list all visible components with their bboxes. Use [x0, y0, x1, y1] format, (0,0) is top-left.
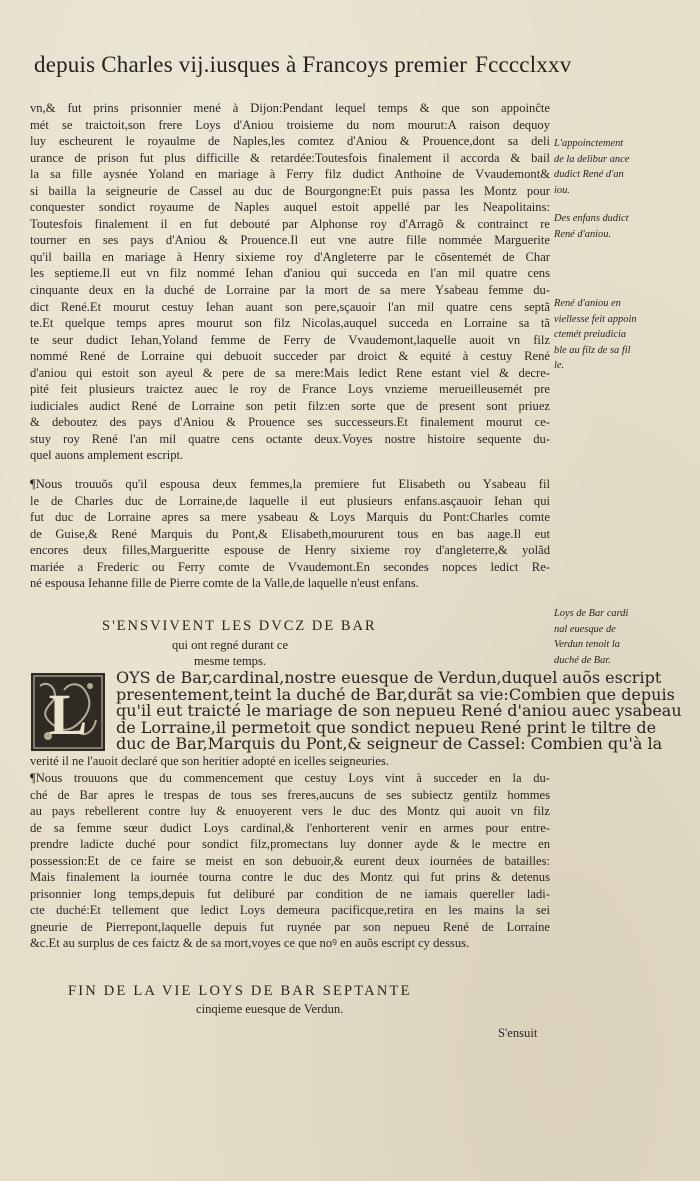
sidenote-children [554, 211, 694, 242]
sidenote-line: Loys de Bar cardi [554, 608, 629, 619]
sidenote-line: de la delibur ance [554, 153, 630, 165]
finis-title: FIN DE LA VIE LOYS DE BAR SEPTANTE [68, 983, 412, 999]
text-line: né espousa Iehanne fille de Pierre comte de la Valle,de laquelle n'eust enfans. [30, 576, 419, 591]
text-line: tourner en ses pays d'Aniou & Prouence.Il eut vne autre fille nommée Marguerite [30, 233, 550, 248]
text-line: conquester sondict royaume de Naples auquel estoit appellé par les Neapolitains: [30, 200, 550, 215]
text-line: OYS de Bar,cardinal,nostre euesque de Verdun,duquel auõs escript [116, 668, 662, 687]
text-line: & deboutez des pays d'Aniou & Prouence ses successeurs.Et finalement mourut ce- [30, 415, 550, 430]
paragraph-loys-de-bar-cont [30, 753, 550, 770]
text-line: pité feit plusieurs traictez auec le roy de France Loys vnzieme merueilleusemét pre [30, 382, 550, 397]
text-line: mét se traictoit,son frere Loys d'Aniou troisieme du nom mourut:A raison dequoy [30, 117, 550, 132]
text-line: te.Et quelque temps apres mourut son filz Nicolas,auquel succeda en Lorraine sa tã [30, 316, 550, 331]
text-line: au pays rebellerent contre luy & enuoyerent vers le duc des Montz qui auoit vn filz [30, 804, 550, 819]
text-line: duc de Bar,Marquis du Pont,& seigneur de Cassel: Combien qu'à la [116, 734, 663, 754]
text-line: les septieme.Il eut vn filz nommé Iehan d'aniou qui succeda en l'an mil quatre cens [30, 266, 550, 281]
text-line: la sa fille aysnée Yoland en mariage à Ferry filz dudict Anthoine de Vvaudemont& [30, 167, 550, 182]
sidenote-appointment [554, 136, 694, 198]
sidenote-line: le. [554, 360, 565, 371]
sidenote-line: dudict René d'an [554, 169, 624, 180]
text-line: gneurie de Pierrepont,laquelle depuis fut ruynée par son nepueu René de Lorraine [30, 919, 550, 934]
decorated-initial [30, 672, 106, 752]
sidenote-line: viellesse feit appoin [554, 313, 637, 325]
text-line: le de Charles duc de Lorraine,de laquelle il eut plusieurs enfans.asçauoir Iehan qui [30, 493, 550, 508]
text-line: Toutesfois finalement il en fut debouté par Alphonse roy d'Arragõ & contrainct re [30, 216, 550, 231]
text-line: prisonnier long temps,depuis fut deliburé par condition de ne iamais quereller ladi- [30, 886, 550, 901]
text-line: dict René.Et mourut cestuy Iehan auant son pere,sçauoir l'an mil quatre cens septã [30, 299, 550, 314]
text-line: Mais finalement la iournée tourna contre le duc des Montz qui fut prins & detenus [30, 870, 550, 885]
sidenote-prejudice [554, 296, 694, 374]
paragraph-rene-danjou [30, 100, 550, 464]
sidenote-line: Verdun tenoit la [554, 639, 620, 650]
sidenote-line: ble au filz de sa fil [554, 344, 631, 356]
paragraph-marriages [30, 476, 550, 592]
text-line: ¶Nous trouuons que du commencement que cestuy Loys vint à succeder en la du- [30, 771, 550, 785]
text-line: nommé René de Lorraine qui debuoit succeder par droict & equité à cestuy René [30, 349, 550, 364]
text-line: te seur dudict Iehan,Yoland femme de Ferry de Vvaudemont,laquelle auoit vn filz [30, 332, 550, 347]
text-line: cte duché:Et tellement que ledict Loys demeura pacificque,retira en les mains la sei [30, 903, 550, 918]
text-line: ¶Nous trouuõs qu'il espousa deux femmes,la premiere fut Elisabeth ou Ysabeau fil [30, 477, 550, 491]
text-line: prendre ladicte duché pour sondict filz,promectans luy donner ayde & le mectre en [30, 837, 550, 852]
section-subheading-line-1: qui ont regné durant ce [171, 638, 289, 652]
section-heading: S'ENSVIVENT LES DVCZ DE BAR [102, 618, 377, 634]
catchword: S'ensuit [498, 1026, 538, 1040]
text-line: si bailla la seigneurie de Cassel au duc de Bourgongne:Et puis passa les Montz pour [30, 183, 550, 198]
finis-subtitle: cinqieme euesque de Verdun. [196, 1002, 344, 1016]
text-line: cinquante deux en la duché de Lorraine par la mort de sa mere Ysabeau femme du- [30, 283, 550, 298]
running-title: depuis Charles vij.iusques à Francoys premier [34, 52, 468, 77]
text-line: qu'il eut traicté le mariage de son nepueu René d'aniou auec ysabeau [116, 701, 682, 721]
folio-number: Fcccclxxv [475, 52, 572, 77]
sidenote-line: nal euesque de [554, 623, 616, 635]
paragraph-duc-des-montz [30, 770, 550, 952]
text-line: urance de prison fut plus difficille & retardée:Toutesfois finalement il accorda & bail [30, 150, 550, 165]
text-line: de Lorraine,il permetoit que sondict nepueu René print le tiltre de [116, 717, 657, 737]
text-line: iudiciales audict René de Lorraine son petit filz:en sorte que de present sont priuez [30, 398, 550, 413]
sidenote-line: L'appoinctement [554, 138, 624, 149]
sidenote-loys-de-bar [554, 606, 694, 668]
sidenote-line: ctemét preiudicia [554, 329, 627, 340]
text-line: verité il ne l'auoit declaré que son heritier adopté en icelles seigneuries. [30, 754, 389, 768]
text-line: ché de Bar apres le trespas de tous ses freres,aucuns de ses subiectz gentilz hommes [30, 787, 550, 802]
drop-cap-ornament-icon [30, 672, 106, 752]
paragraph-loys-de-bar-intro [116, 668, 682, 754]
text-line: presentement,teint la duché de Bar,durãt sa vie:Combien que depuis [116, 684, 675, 704]
text-line: de Guise,& René Marquis du Pont,& Elisabeth,moururent tous en bas aage.Il eut [30, 526, 550, 541]
text-line: qu'il bailla en mariage à Henry sixieme roy d'Angleterre par le cõsentemét de Char [30, 249, 550, 264]
text-line: stuy roy René l'an mil quatre cens octante deux.Voyes nostre histoire sequente du- [30, 431, 550, 446]
text-line: luy escheurent le royaulme de Naples,les comtez d'Aniou & Prouence,dont sa deli [30, 134, 550, 149]
text-line: de sa femme sœur dudict Loys cardinal,& l'enhorterent venir en armes pour entre- [30, 820, 550, 835]
sidenote-line: Des enfans dudict [554, 213, 629, 224]
running-head [34, 52, 674, 78]
text-line: encores deux filles,Margueritte espouse de Henry sixieme roy d'angleterre,& yolãd [30, 543, 550, 558]
text-line: mariée a Frederic ou Ferry comte de Vvaudemont.En secondes nopces ledict Re- [30, 559, 550, 574]
sidenote-line: René d'aniou en [554, 298, 621, 309]
text-line: d'aniou qui estoit son ayeul & pere de sa mere:Mais ledict Rene estant viel & decre- [30, 365, 550, 380]
sidenote-line: duché de Bar. [554, 654, 611, 666]
text-line: &c.Et au surplus de ces faictz & de sa mort,voyes ce que noꝰ en auõs escript cy dessus. [30, 936, 470, 951]
text-line: quel auons amplement escript. [30, 448, 184, 463]
text-line: possession:Et de ce faire se meist en son debuoir,& eurent deux iournées de batailles: [30, 853, 550, 868]
sidenote-line: René d'aniou. [554, 228, 612, 240]
section-subheading-line-2: mesme temps. [193, 654, 267, 668]
text-line: vn,& fut prins prisonnier mené à Dijon:Pendant lequel temps & que son appoinĉte [30, 101, 550, 115]
drop-cap-letter: L [48, 682, 88, 747]
sidenote-line: iou. [554, 184, 570, 196]
text-line: fut duc de Lorraine apres sa mere ysabeau & Loys Marquis du Pont:Charles comte [30, 510, 550, 525]
